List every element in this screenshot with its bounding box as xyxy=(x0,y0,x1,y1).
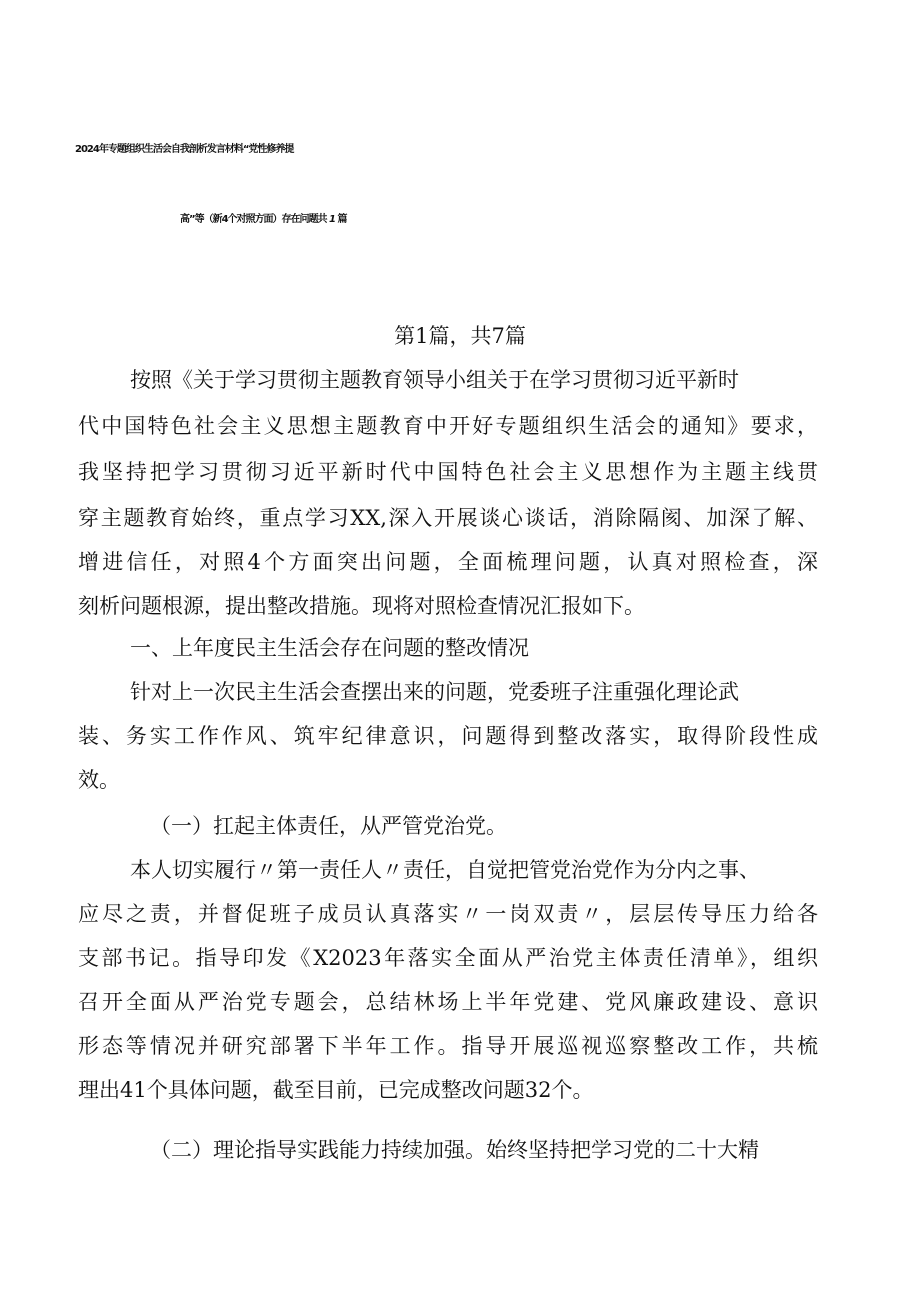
subsection-heading: （一）扛起主体责任，从严管党治党。 xyxy=(150,814,507,838)
body-line: 我坚持把学习贯彻习近平新时代中国特色社会主义思想作为主题主线贯 xyxy=(78,460,818,484)
title-line-2-suffix: 篇 xyxy=(337,214,347,225)
body-line: 刻析问题根源，提出整改措施。现将对照检查情况汇报如下。 xyxy=(78,594,645,618)
document-title-line-1: 2024年专题组织生活会自我剖析发言材料“党性修养提 xyxy=(75,144,294,155)
body-line: 应尽之责，并督促班子成员认真落实〃一岗双责〃，层层传导压力给各 xyxy=(78,902,818,926)
body-line: 支部书记。指导印发《X2023年落实全面从严治党主体责任清单》，组织 xyxy=(78,946,818,970)
title-line-2-text: 高”等（新4个对照方面）存在问题共 xyxy=(180,214,327,225)
body-line: 按照《关于学习贯彻主题教育领导小组关于在学习贯彻习近平新时 xyxy=(130,368,739,392)
body-line: 针对上一次民主生活会查摆出来的问题，党委班子注重强化理论武 xyxy=(130,680,739,704)
document-subtitle: 第1篇，共7篇 xyxy=(394,324,526,348)
body-line: 装、务实工作作风、筑牢纪律意识，问题得到整改落实，取得阶段性成 xyxy=(78,724,818,748)
section-heading: 一、上年度民主生活会存在问题的整改情况 xyxy=(130,636,529,660)
subsection-heading: （二）理论指导实践能力持续加强。始终坚持把学习党的二十大精 xyxy=(150,1138,759,1162)
body-line: 增进信任，对照4个方面突出问题，全面梳理问题，认真对照检查，深 xyxy=(78,550,818,574)
body-line: 穿主题教育始终，重点学习XX,深入开展谈心谈话，消除隔阂、加深了解、 xyxy=(78,506,818,530)
body-line: 理出41个具体问题，截至目前，已完成整改问题32个。 xyxy=(78,1078,594,1102)
document-title-line-2 xyxy=(180,200,920,240)
body-line: 效。 xyxy=(78,768,120,792)
body-line: 本人切实履行〃第一责任人〃责任，自觉把管党治党作为分内之事、 xyxy=(130,858,760,882)
body-line: 形态等情况并研究部署下半年工作。指导开展巡视巡察整改工作，共梳 xyxy=(78,1034,818,1058)
title-line-2-number: 1 xyxy=(329,214,335,225)
body-line: 代中国特色社会主义思想主题教育中开好专题组织生活会的通知》要求， xyxy=(78,414,818,438)
body-line: 召开全面从严治党专题会，总结林场上半年党建、党风廉政建设、意识 xyxy=(78,990,818,1014)
